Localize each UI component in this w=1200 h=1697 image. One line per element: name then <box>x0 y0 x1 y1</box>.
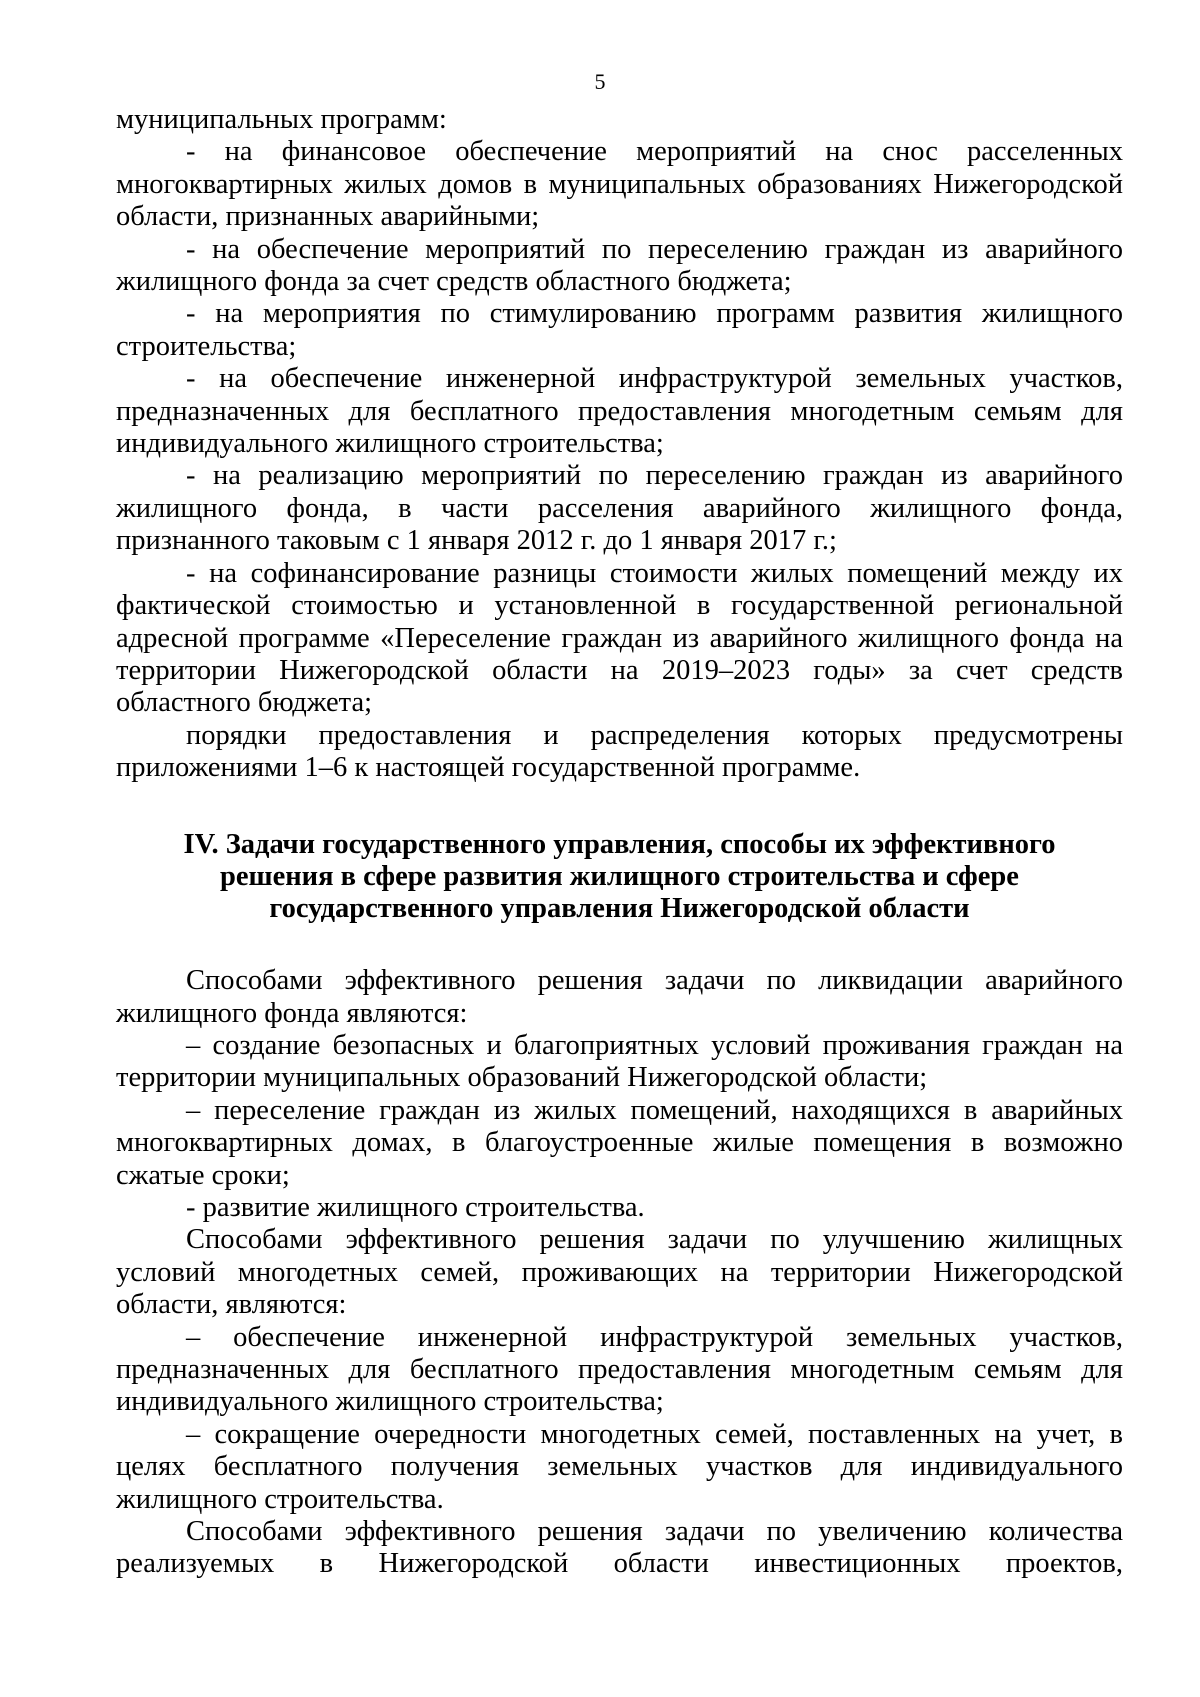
page-body <box>116 104 1123 1581</box>
paragraph: Способами эффективного решения задачи по увеличению количества реализуемых в Нижегородской области инвестиционных проектов, <box>116 1516 1123 1580</box>
section-heading-line: государственного управления Нижегородской области <box>269 892 970 924</box>
paragraph: – сокращение очередности многодетных семей, поставленных на учет, в целях бесплатного получения земельных участков для индивидуального жилищного строительства. <box>116 1418 1123 1515</box>
paragraph: - на обеспечение инженерной инфраструктурой земельных участков, предназначенных для бесплатного предоставления многодетным семьям для индивидуального жилищного строительства; <box>116 363 1123 460</box>
paragraph: – обеспечение инженерной инфраструктурой земельных участков, предназначенных для бесплатного предоставления многодетным семьям для индивидуального жилищного строительства; <box>116 1321 1123 1418</box>
paragraph: Способами эффективного решения задачи по улучшению жилищных условий многодетных семей, проживающих на территории Нижегородской области, являются: <box>116 1224 1123 1321</box>
paragraph: - на обеспечение мероприятий по переселению граждан из аварийного жилищного фонда за счет средств областного бюджета; <box>116 233 1123 298</box>
paragraph: - на мероприятия по стимулированию программ развития жилищного строительства; <box>116 298 1123 362</box>
page-number: 5 <box>594 69 606 94</box>
section-heading-line: IV. Задачи государственного управления, способы их эффективного <box>183 828 1056 860</box>
paragraph: - на софинансирование разницы стоимости жилых помещений между их фактической стоимостью и установленной в государственной региональной адресной программе «Переселение граждан из аварийного жилищного фонда на территории Нижегородской области на 2019–2023 годы» за счет средств областного бюджета; <box>116 557 1123 719</box>
paragraph: - на реализацию мероприятий по переселению граждан из аварийного жилищного фонда, в части расселения аварийного жилищного фонда, признанного таковым с 1 января 2012 г. до 1 января 2017 г.; <box>116 460 1123 557</box>
paragraph: - на финансовое обеспечение мероприятий на снос расселенных многоквартирных жилых домов в муниципальных образованиях Нижегородской области, признанных аварийными; <box>116 136 1123 233</box>
paragraph: - развитие жилищного строительства. <box>186 1191 645 1223</box>
paragraph: – переселение граждан из жилых помещений, находящихся в аварийных многоквартирных домах, в благоустроенные жилые помещения в возможно сжатые сроки; <box>116 1094 1123 1191</box>
section-heading <box>116 829 1123 926</box>
paragraph: Способами эффективного решения задачи по ликвидации аварийного жилищного фонда являются: <box>116 965 1123 1029</box>
paragraph: муниципальных программ: <box>116 104 447 135</box>
section-heading-line: решения в сфере развития жилищного строительства и сфере <box>220 860 1019 892</box>
paragraph: порядки предоставления и распределения которых предусмотрены приложениями 1–6 к настоящей государственной программе. <box>116 719 1123 784</box>
paragraph: – создание безопасных и благоприятных условий проживания граждан на территории муниципальных образований Нижегородской области; <box>116 1029 1123 1094</box>
